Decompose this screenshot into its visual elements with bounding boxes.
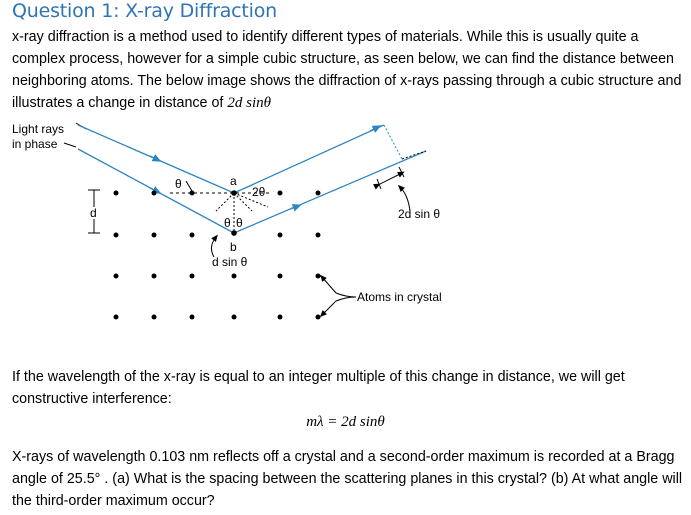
path-difference-arrow	[378, 173, 402, 185]
d-sin-theta-pointer	[211, 237, 216, 257]
atoms-pointer-1	[322, 277, 336, 293]
intro-math: 2d sinθ	[227, 95, 271, 111]
theta-label-inner-left: θ	[224, 216, 231, 230]
theta-label-left: θ	[175, 177, 182, 191]
page-title: Question 1: X-ray Diffraction	[12, 0, 277, 22]
two-theta-label: 2θ	[252, 185, 266, 199]
atoms-pointer-2	[322, 301, 336, 315]
atom-a-label: a	[230, 174, 237, 188]
intro-paragraph	[12, 26, 688, 114]
atoms-in-crystal-label: Atoms in crystal	[357, 290, 442, 304]
problem-paragraph: X-rays of wavelength 0.103 nm reflects off a crystal and a second-order maximum is recorded at a Bragg angle of 25.5° . (a) What is the spacing between the scattering planes in this crystal? (b) At what angle will the third-order maximum occur?	[12, 449, 683, 509]
wavefront-dash	[384, 125, 402, 159]
theta-label-inner-right: θ	[236, 216, 243, 230]
diffraction-figure	[0, 115, 691, 330]
bragg-equation: mλ = 2d sinθ	[306, 414, 385, 430]
incoming-ray-bottom	[78, 149, 234, 233]
two-d-sin-theta-label: 2d sin θ	[398, 207, 441, 221]
spacing-d-label: d	[90, 206, 97, 220]
atom-b-label: b	[230, 240, 237, 254]
intro-text: x-ray diffraction is a method used to identify different types of materials. While this is usually quite a complex process, however for a simple cubic structure, as seen below, we can find the distance between neighboring atoms. The below image shows the diffraction of x-rays passing through a cubic structure and illustrates a change in distance of	[12, 29, 682, 111]
constructive-paragraph: If the wavelength of the x-ray is equal to an integer multiple of this change in distance, we will get constructive interference:	[12, 369, 625, 407]
outgoing-ray-top	[234, 125, 384, 193]
label-pointer-2	[64, 143, 76, 147]
incoming-ray-top	[78, 125, 234, 193]
light-rays-label-2: in phase	[12, 137, 58, 151]
d-sin-theta-label: d sin θ	[212, 255, 248, 269]
wavefront-dash-2	[402, 151, 426, 159]
light-rays-label-1: Light rays	[12, 122, 65, 136]
